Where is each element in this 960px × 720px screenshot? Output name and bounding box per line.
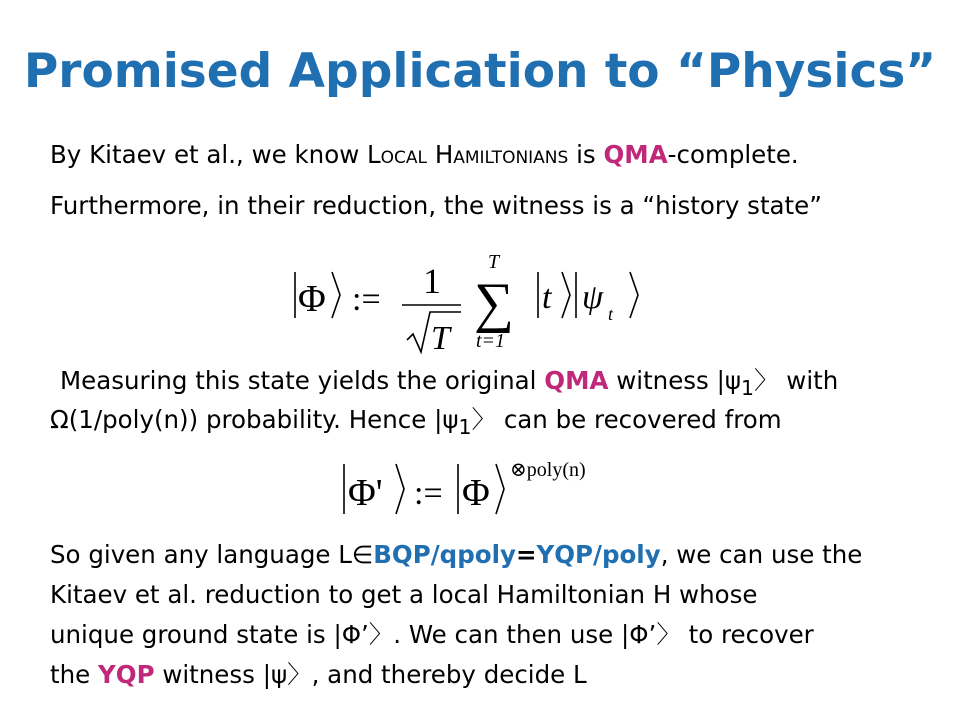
fraction-denominator: T	[431, 320, 450, 357]
bqp-qpoly-class: BQP/qpoly	[373, 540, 516, 569]
ket-psi: ψ	[582, 279, 604, 316]
psi-subscript: 1	[741, 375, 754, 400]
kitaev-prefix: By Kitaev et al., we know	[50, 140, 368, 169]
phi-symbol: Φ	[298, 278, 326, 320]
local-hamiltonians-term: Local Hamiltonians	[367, 140, 569, 169]
language-prefix: So given any language L∈	[50, 540, 374, 569]
psi-subscript: 1	[458, 414, 472, 439]
ket-t: t	[542, 279, 552, 316]
kitaev-middle: is	[568, 140, 604, 169]
history-state-equation	[280, 248, 660, 358]
witness-psi: witness |ψ	[608, 366, 742, 395]
measuring-suffix: 〉 with	[754, 366, 839, 395]
kitaev-suffix: -complete.	[667, 140, 799, 169]
qma-class: QMA	[603, 140, 668, 169]
conclusion-prefix: the	[50, 660, 98, 689]
measuring-prefix: Measuring this state yields the original	[60, 366, 545, 395]
slide-title: Promised Application to “Physics”	[23, 44, 937, 99]
conclusion-line-4	[50, 660, 587, 690]
conclusion-line-2: Kitaev et al. reduction to get a local Hamiltonian H whose	[50, 580, 758, 609]
sum-lower-limit: t=1	[476, 330, 506, 352]
language-suffix: , we can use the	[660, 540, 863, 569]
phi-prime-symbol: Φ'	[348, 472, 383, 514]
measuring-line-2	[50, 405, 782, 442]
history-state-statement: Furthermore, in their reduction, the witness is a “history state”	[50, 191, 822, 220]
assign-symbol: :=	[414, 475, 443, 512]
ket-psi-subscript: t	[608, 304, 614, 324]
kitaev-statement	[50, 140, 799, 170]
yqp-class: YQP	[98, 660, 155, 689]
measuring-line-1	[60, 366, 838, 403]
sum-symbol: ∑	[474, 272, 514, 334]
sum-upper-limit: T	[488, 251, 500, 273]
omega-probability: Ω(1/poly(n)) probability. Hence |ψ	[50, 405, 459, 434]
conclusion-suffix: witness |ψ〉, and thereby decide L	[154, 660, 587, 689]
conclusion-line-1	[50, 540, 862, 570]
assign-symbol: :=	[352, 281, 381, 318]
tensor-exponent: ⊗poly(n)	[510, 459, 586, 481]
qma-class: QMA	[544, 366, 609, 395]
fraction-numerator: 1	[423, 261, 441, 301]
recover-suffix: 〉 can be recovered from	[471, 405, 782, 434]
tensor-power-equation	[330, 452, 630, 532]
yqp-poly-class: YQP/poly	[536, 540, 661, 569]
equals-sign: =	[515, 540, 537, 569]
conclusion-line-3: unique ground state is |Φ’〉. We can then use |Φ’〉 to recover	[50, 620, 814, 649]
phi-symbol: Φ	[462, 472, 490, 514]
